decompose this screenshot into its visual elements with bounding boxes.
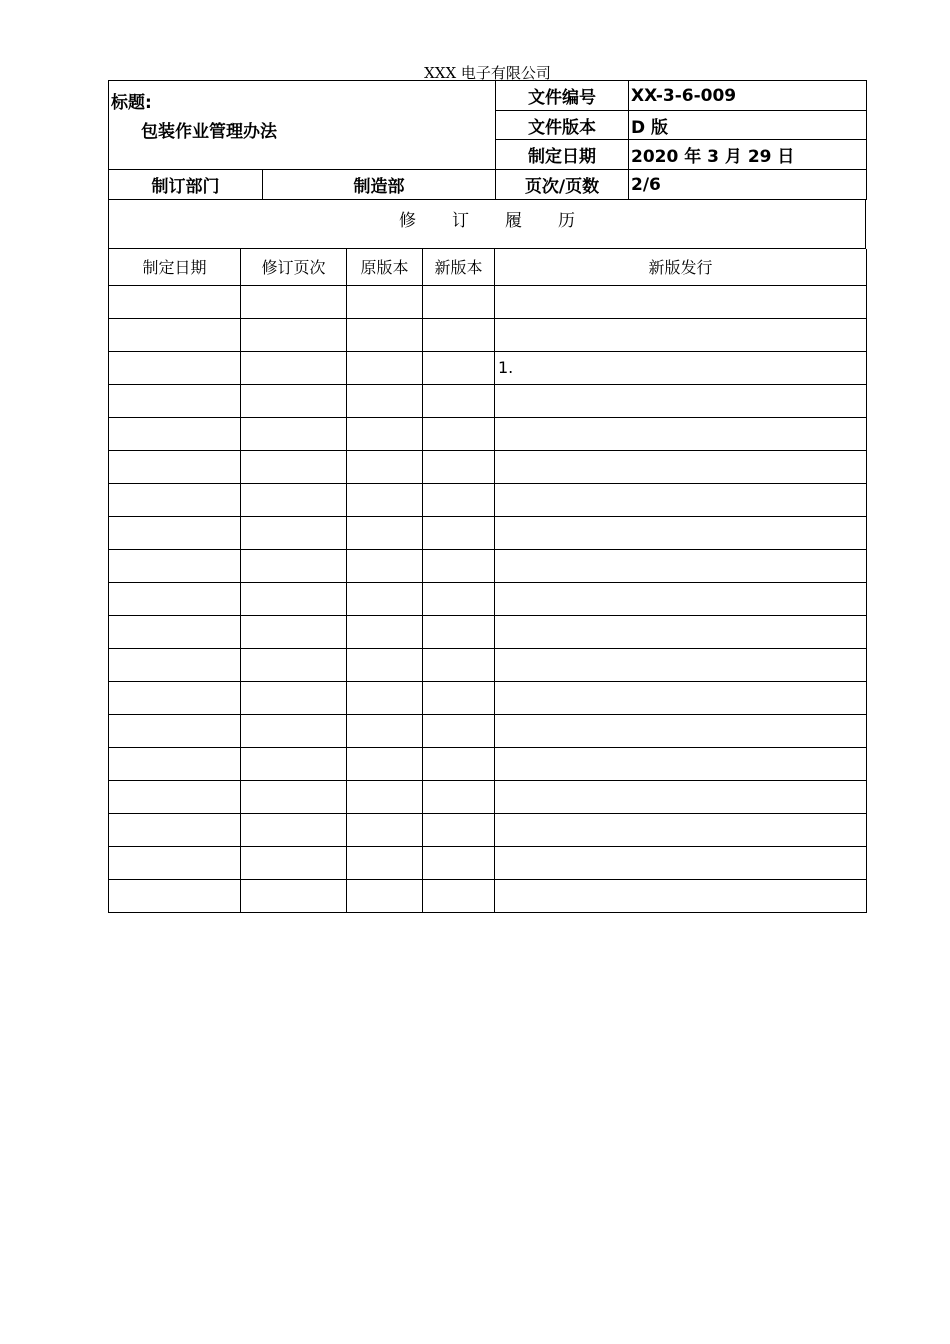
- table-cell: [423, 417, 495, 450]
- table-cell: [347, 384, 423, 417]
- col-header-old-version: 原版本: [347, 249, 423, 285]
- table-cell: [347, 483, 423, 516]
- table-cell: [423, 846, 495, 879]
- document-sheet: [108, 80, 866, 913]
- col-header-new-version: 新版本: [423, 249, 495, 285]
- table-cell: [241, 549, 347, 582]
- table-cell: [423, 549, 495, 582]
- table-cell: [109, 681, 241, 714]
- table-row: [109, 384, 867, 417]
- table-cell: [241, 780, 347, 813]
- table-row: [109, 813, 867, 846]
- table-cell: [347, 549, 423, 582]
- table-cell: [495, 681, 867, 714]
- table-row: [109, 318, 867, 351]
- table-cell: [423, 516, 495, 549]
- table-row: [109, 780, 867, 813]
- table-cell: [109, 714, 241, 747]
- table-cell: [495, 846, 867, 879]
- col-header-date: 制定日期: [109, 249, 241, 285]
- table-cell: [109, 318, 241, 351]
- table-cell: [423, 483, 495, 516]
- table-cell: [347, 351, 423, 384]
- table-cell: [109, 285, 241, 318]
- table-cell: [423, 384, 495, 417]
- table-cell: [347, 450, 423, 483]
- header-table: [108, 80, 867, 200]
- title-label: 标题:: [111, 93, 152, 113]
- table-row: [109, 549, 867, 582]
- table-cell: [495, 384, 867, 417]
- table-cell: [423, 780, 495, 813]
- table-cell: [495, 615, 867, 648]
- table-cell: [109, 813, 241, 846]
- table-row: [109, 285, 867, 318]
- table-cell: [347, 813, 423, 846]
- table-row: [109, 450, 867, 483]
- table-row: [109, 846, 867, 879]
- table-cell: [241, 516, 347, 549]
- table-cell: [347, 846, 423, 879]
- table-cell: [495, 483, 867, 516]
- col-header-page: 修订页次: [241, 249, 347, 285]
- table-row: [109, 714, 867, 747]
- table-row: [109, 681, 867, 714]
- table-cell: [109, 879, 241, 912]
- table-cell: [109, 549, 241, 582]
- table-cell: [423, 318, 495, 351]
- table-cell: [347, 285, 423, 318]
- version-label: 文件版本: [496, 111, 629, 140]
- table-row: [109, 483, 867, 516]
- table-cell: [423, 714, 495, 747]
- table-cell: [241, 318, 347, 351]
- table-row: [109, 879, 867, 912]
- table-cell: [495, 516, 867, 549]
- table-cell: [347, 615, 423, 648]
- table-cell: [495, 318, 867, 351]
- table-cell: [495, 285, 867, 318]
- table-cell: [423, 615, 495, 648]
- table-row: [109, 516, 867, 549]
- table-cell: [241, 450, 347, 483]
- table-cell: [347, 780, 423, 813]
- dept-value: 制造部: [263, 170, 496, 200]
- table-cell: [241, 483, 347, 516]
- table-cell: [241, 813, 347, 846]
- table-cell: [495, 747, 867, 780]
- table-cell: [423, 582, 495, 615]
- doc-no-label: 文件编号: [496, 81, 629, 111]
- table-cell: [347, 681, 423, 714]
- document-title: 包装作业管理办法: [141, 122, 277, 142]
- table-cell: [347, 417, 423, 450]
- table-cell: [109, 846, 241, 879]
- table-cell: [241, 582, 347, 615]
- table-cell: [347, 747, 423, 780]
- table-cell: [495, 714, 867, 747]
- table-cell: [347, 648, 423, 681]
- table-cell: [241, 846, 347, 879]
- table-cell: [241, 417, 347, 450]
- company-name: XXX 电子有限公司: [424, 64, 551, 82]
- table-cell: [495, 813, 867, 846]
- table-cell: [241, 747, 347, 780]
- table-cell: [423, 747, 495, 780]
- table-row: [109, 351, 867, 384]
- page-value: 2/6: [629, 170, 867, 200]
- table-cell: [241, 615, 347, 648]
- table-cell: [423, 285, 495, 318]
- history-header-row: [109, 249, 867, 285]
- page-label: 页次/页数: [496, 170, 629, 200]
- table-cell: [495, 879, 867, 912]
- table-cell: [241, 648, 347, 681]
- revision-history-title: 修订履历: [108, 200, 866, 249]
- table-cell: [109, 747, 241, 780]
- table-cell: [423, 648, 495, 681]
- table-cell: [109, 351, 241, 384]
- table-cell: [109, 483, 241, 516]
- table-cell: [347, 516, 423, 549]
- table-row: [109, 582, 867, 615]
- table-cell: [495, 549, 867, 582]
- table-cell: [241, 384, 347, 417]
- version-value: D 版: [629, 111, 867, 140]
- doc-no-value: XX-3-6-009: [629, 81, 867, 111]
- table-cell: [109, 582, 241, 615]
- table-cell: [495, 780, 867, 813]
- date-value: 2020 年 3 月 29 日: [629, 140, 867, 170]
- table-cell: [109, 384, 241, 417]
- table-cell: [495, 450, 867, 483]
- table-cell: [423, 813, 495, 846]
- table-cell: [109, 615, 241, 648]
- table-cell: [423, 879, 495, 912]
- table-cell: [109, 516, 241, 549]
- table-row: [109, 747, 867, 780]
- table-cell: [109, 780, 241, 813]
- table-cell: [423, 681, 495, 714]
- table-cell: [347, 879, 423, 912]
- table-cell: [495, 648, 867, 681]
- title-cell: [109, 81, 496, 170]
- table-cell: [347, 318, 423, 351]
- table-cell: [241, 285, 347, 318]
- table-row: [109, 648, 867, 681]
- revision-history-table: [108, 249, 867, 913]
- table-cell: [347, 582, 423, 615]
- table-cell: [423, 450, 495, 483]
- table-cell: [241, 681, 347, 714]
- table-cell: [109, 648, 241, 681]
- table-cell: [423, 351, 495, 384]
- table-cell: [495, 582, 867, 615]
- date-label: 制定日期: [496, 140, 629, 170]
- table-row: [109, 615, 867, 648]
- table-cell: [109, 450, 241, 483]
- table-cell: 1.: [495, 351, 867, 384]
- table-cell: [241, 351, 347, 384]
- dept-label: 制订部门: [109, 170, 263, 200]
- table-cell: [109, 417, 241, 450]
- table-cell: [495, 417, 867, 450]
- table-cell: [347, 714, 423, 747]
- col-header-release: 新版发行: [495, 249, 867, 285]
- table-cell: [241, 879, 347, 912]
- table-row: [109, 417, 867, 450]
- table-cell: [241, 714, 347, 747]
